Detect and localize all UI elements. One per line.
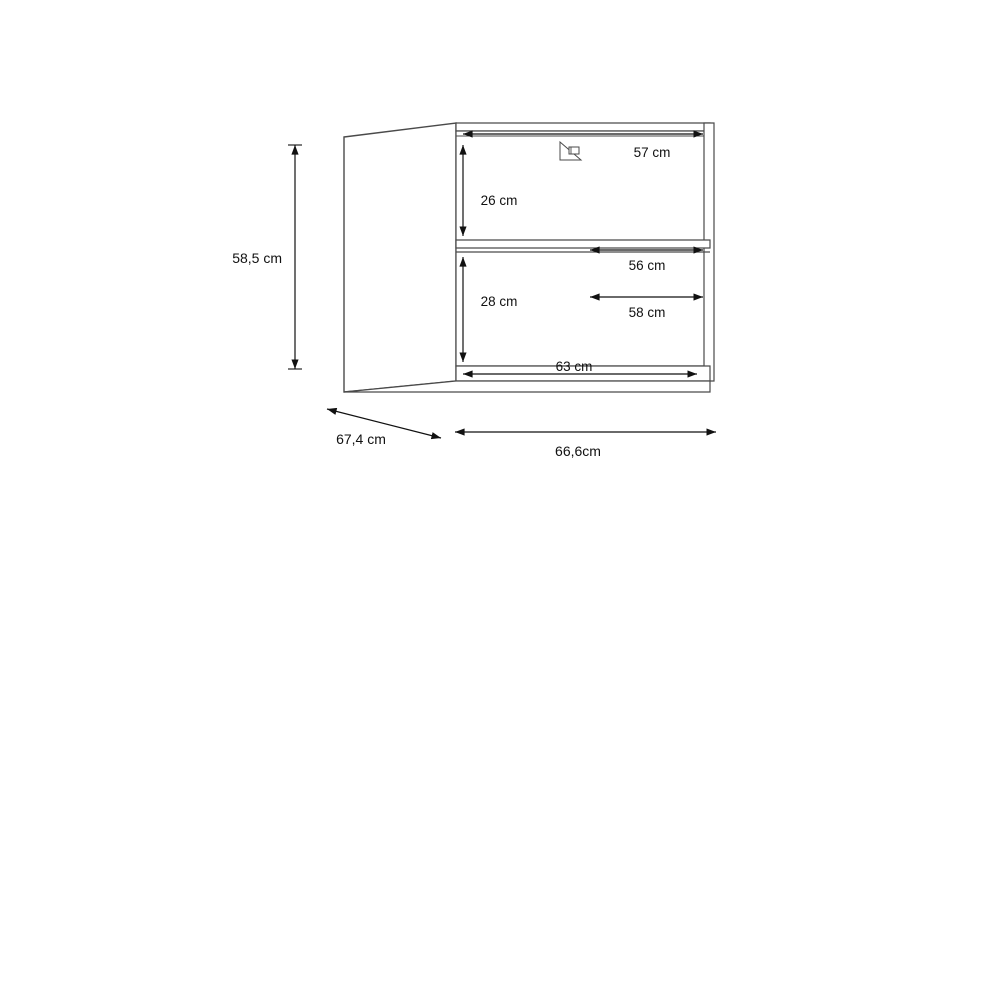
upper-height-dimension-label: 26 cm [480,193,518,208]
width-dimension-label: 66,6cm [555,443,601,459]
shelf-width-dimension-label: 56 cm [628,258,666,273]
dimension-overall-height [232,145,302,369]
cabinet-hinge-plate [569,147,579,154]
height-dimension-label: 58,5 cm [232,250,282,266]
cabinet-top-panel [456,123,710,131]
dimension-overall-width [455,432,716,459]
cabinet-middle-shelf [456,240,710,248]
depth-dimension-label: 67,4 cm [336,431,386,447]
top-width-dimension-label: 57 cm [633,145,671,160]
base-width-dimension-label: 63 cm [555,359,593,374]
mid-width-dimension-label: 58 cm [628,305,666,320]
dimension-overall-depth [327,409,441,447]
cabinet-left-side-panel [344,123,456,392]
lower-height-dimension-label: 28 cm [480,294,518,309]
